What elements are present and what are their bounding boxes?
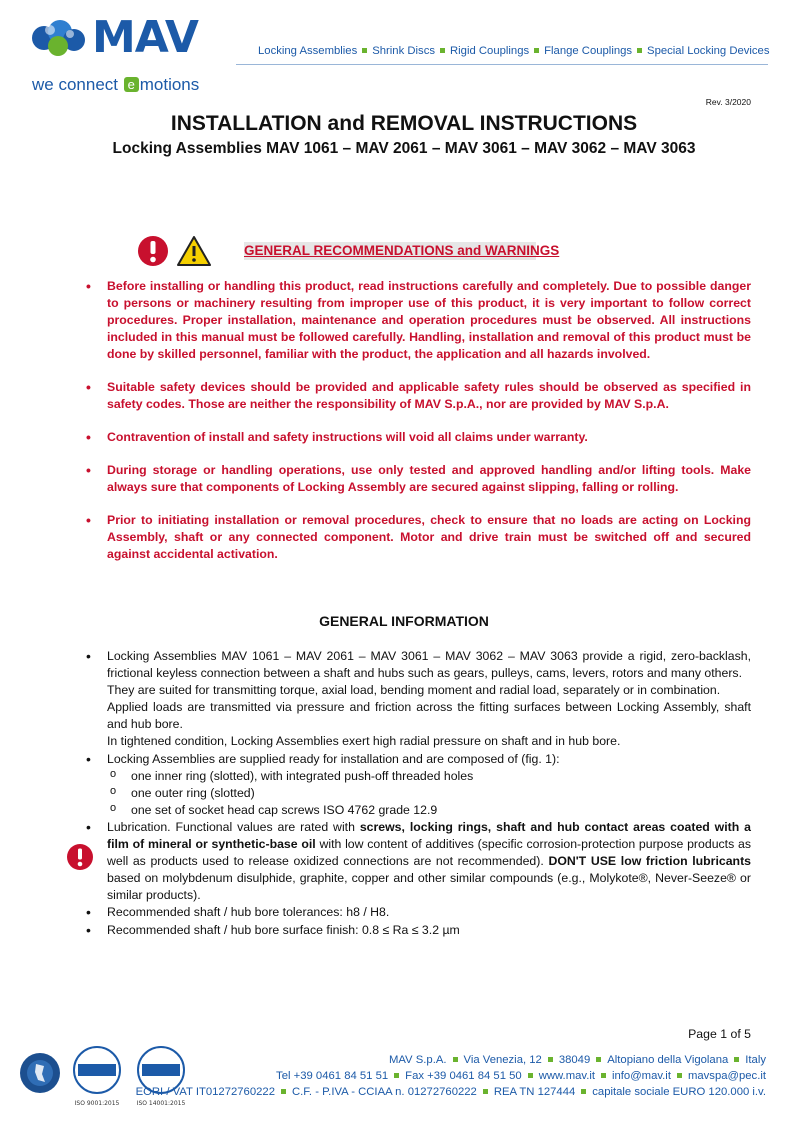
accredia-seal bbox=[18, 1044, 62, 1107]
product-nav bbox=[258, 45, 770, 57]
warning-item: • Suitable safety devices should be provided and applicable safety rules should be observed as specified in safety codes. Those are neither the responsibility of MAV S.p.A., nor are provided by MAV S.p.A. bbox=[86, 379, 751, 413]
mav-logo bbox=[30, 12, 198, 63]
nav-separator bbox=[534, 48, 539, 53]
exclamation-icon bbox=[66, 843, 94, 871]
warning-triangle-icon bbox=[176, 235, 212, 267]
footer-line bbox=[136, 1052, 766, 1068]
lube-text-bold: DON'T USE low friction lubricants bbox=[548, 854, 751, 869]
tagline-text: we connect bbox=[32, 75, 123, 94]
dnv-cert-quality bbox=[68, 1045, 126, 1107]
warning-item: • Before installing or handling this product, read instructions carefully and completely. Due to possible danger to persons or machinery resulting from improper use of this product, it is very important to follow correct procedures. Proper installation, maintenance and operation procedures must be observed. All instructions included in this manual must be followed carefully. Handling, installation and removal of this product must be done by skilled personnel, familiar with the product, the application and all hazards involved. bbox=[86, 278, 751, 363]
info-paragraph: They are suited for transmitting torque, axial load, bending moment and radial load, separately or in combination. bbox=[107, 683, 721, 698]
footer-text: C.F. - P.IVA - CCIAA n. 01272760222 bbox=[291, 1086, 477, 1098]
footer-text: Italy bbox=[745, 1054, 766, 1066]
lube-text: based on molybdenum disulphide, graphite, copper and other similar compounds (e.g., Molykote®, Never-Seeze® or similar products). bbox=[107, 871, 751, 903]
page-title: INSTALLATION and REMOVAL INSTRUCTIONS bbox=[170, 112, 638, 135]
pec-email-link[interactable]: mavspa@pec.it bbox=[687, 1070, 766, 1082]
nav-separator bbox=[362, 48, 367, 53]
footer-text: Fax +39 0461 84 51 50 bbox=[405, 1070, 522, 1082]
dnv-gl-seal-icon bbox=[68, 1045, 126, 1095]
footer-line bbox=[136, 1068, 766, 1084]
nav-item: Flange Couplings bbox=[544, 45, 633, 57]
footer-text: REA TN 127444 bbox=[493, 1086, 576, 1098]
logo-wordmark: MAV bbox=[92, 12, 198, 63]
nav-item: Locking Assemblies bbox=[258, 45, 358, 57]
company-footer bbox=[136, 1052, 766, 1100]
warnings-heading: GENERAL RECOMMENDATIONS and WARNINGS bbox=[244, 243, 560, 258]
email-link[interactable]: info@mav.it bbox=[611, 1070, 671, 1082]
tagline-e-badge: e bbox=[124, 77, 139, 92]
info-item: • Recommended shaft / hub bore surface finish: 0.8 ≤ Ra ≤ 3.2 µm bbox=[86, 922, 751, 939]
lube-text: with low content of additives (specific corrosion-protection purpose products as well as products used to release oxidized connections are not recommended). bbox=[107, 837, 751, 869]
component-item: o one inner ring (slotted), with integrated push-off threaded holes bbox=[107, 768, 751, 785]
warnings-list bbox=[86, 278, 751, 579]
nav-item: Rigid Couplings bbox=[450, 45, 530, 57]
footer-separator bbox=[601, 1073, 606, 1078]
component-item: o one set of socket head cap screws ISO 4762 grade 12.9 bbox=[107, 802, 751, 819]
info-paragraph: • Locking Assemblies are supplied ready for installation and are composed of (fig. 1): bbox=[107, 751, 560, 766]
lube-text: Lubrication. Functional values are rated with bbox=[107, 819, 360, 834]
revision-label: Rev. 3/2020 bbox=[705, 97, 751, 107]
tagline bbox=[32, 75, 199, 95]
info-item bbox=[86, 648, 751, 751]
info-item: • Recommended shaft / hub bore tolerances: h8 / H8. bbox=[86, 904, 751, 921]
footer-text: Altopiano della Vigolana bbox=[607, 1054, 729, 1066]
warning-item: • Prior to initiating installation or removal procedures, check to ensure that no loads are acting on Locking Assembly, shaft or any connected component. Motor and drive train must be switched off and secured against accidental activation. bbox=[86, 512, 751, 563]
footer-separator bbox=[281, 1089, 286, 1094]
tagline-text: motions bbox=[139, 75, 200, 94]
footer-line bbox=[136, 1084, 766, 1100]
warning-icons bbox=[136, 234, 212, 268]
info-paragraph: Applied loads are transmitted via pressure and friction across the fitting surfaces between Locking Assembly, shaft and hub bore. bbox=[107, 700, 751, 732]
footer-separator bbox=[596, 1057, 601, 1062]
header-divider bbox=[236, 64, 768, 65]
footer-text: MAV S.p.A. bbox=[388, 1054, 447, 1066]
exclamation-icon bbox=[136, 234, 170, 268]
nav-separator bbox=[637, 48, 642, 53]
nav-separator bbox=[440, 48, 445, 53]
footer-separator bbox=[548, 1057, 553, 1062]
footer-text: EORI / VAT IT01272760222 bbox=[135, 1086, 275, 1098]
nav-item: Shrink Discs bbox=[372, 45, 435, 57]
footer-text: capitale sociale EURO 120.000 i.v. bbox=[592, 1086, 766, 1098]
warning-item: • During storage or handling operations, use only tested and approved handling and/or lifting tools. Make always sure that components of Locking Assembly are secured against slipping, falling or rolling. bbox=[86, 462, 751, 496]
general-info-heading: GENERAL INFORMATION bbox=[319, 613, 489, 629]
footer-separator bbox=[734, 1057, 739, 1062]
component-item: o one outer ring (slotted) bbox=[107, 785, 751, 802]
footer-separator bbox=[528, 1073, 533, 1078]
cert-label: ISO 14001:2015 bbox=[136, 1100, 186, 1107]
footer-separator bbox=[677, 1073, 682, 1078]
components-list bbox=[107, 768, 751, 819]
info-paragraph: In tightened condition, Locking Assemblies exert high radial pressure on shaft and in hub bore. bbox=[107, 734, 621, 749]
warning-item: • Contravention of install and safety instructions will void all claims under warranty. bbox=[86, 429, 751, 446]
page-subtitle: Locking Assemblies MAV 1061 – MAV 2061 – MAV 3061 – MAV 3062 – MAV 3063 bbox=[112, 140, 696, 157]
accredia-logo-icon bbox=[18, 1044, 62, 1102]
info-item bbox=[86, 751, 751, 819]
mav-logo-icon bbox=[30, 18, 88, 58]
nav-item: Special Locking Devices bbox=[647, 45, 770, 57]
footer-separator bbox=[394, 1073, 399, 1078]
footer-separator bbox=[483, 1089, 488, 1094]
footer-text: Via Venezia, 12 bbox=[463, 1054, 542, 1066]
page-number: Page 1 of 5 bbox=[688, 1027, 751, 1041]
info-paragraph: • Locking Assemblies MAV 1061 – MAV 2061 – MAV 3061 – MAV 3062 – MAV 3063 provide a rigid, zero-backlash, frictional keyless connection between a shaft and hubs such as gears, pulleys, cams, levers, rotors and many others. bbox=[107, 649, 751, 681]
footer-text: 38049 bbox=[558, 1054, 591, 1066]
general-info-list bbox=[86, 648, 751, 939]
website-link[interactable]: www.mav.it bbox=[538, 1070, 595, 1082]
info-item-lubrication bbox=[86, 819, 751, 904]
footer-separator bbox=[453, 1057, 458, 1062]
cert-label: ISO 9001:2015 bbox=[74, 1100, 120, 1107]
footer-separator bbox=[581, 1089, 586, 1094]
footer-text: Tel +39 0461 84 51 51 bbox=[276, 1070, 389, 1082]
lube-text-bold: screws, locking rings, shaft and hub contact areas coated with a film of mineral or synthetic-base oil bbox=[107, 819, 751, 852]
